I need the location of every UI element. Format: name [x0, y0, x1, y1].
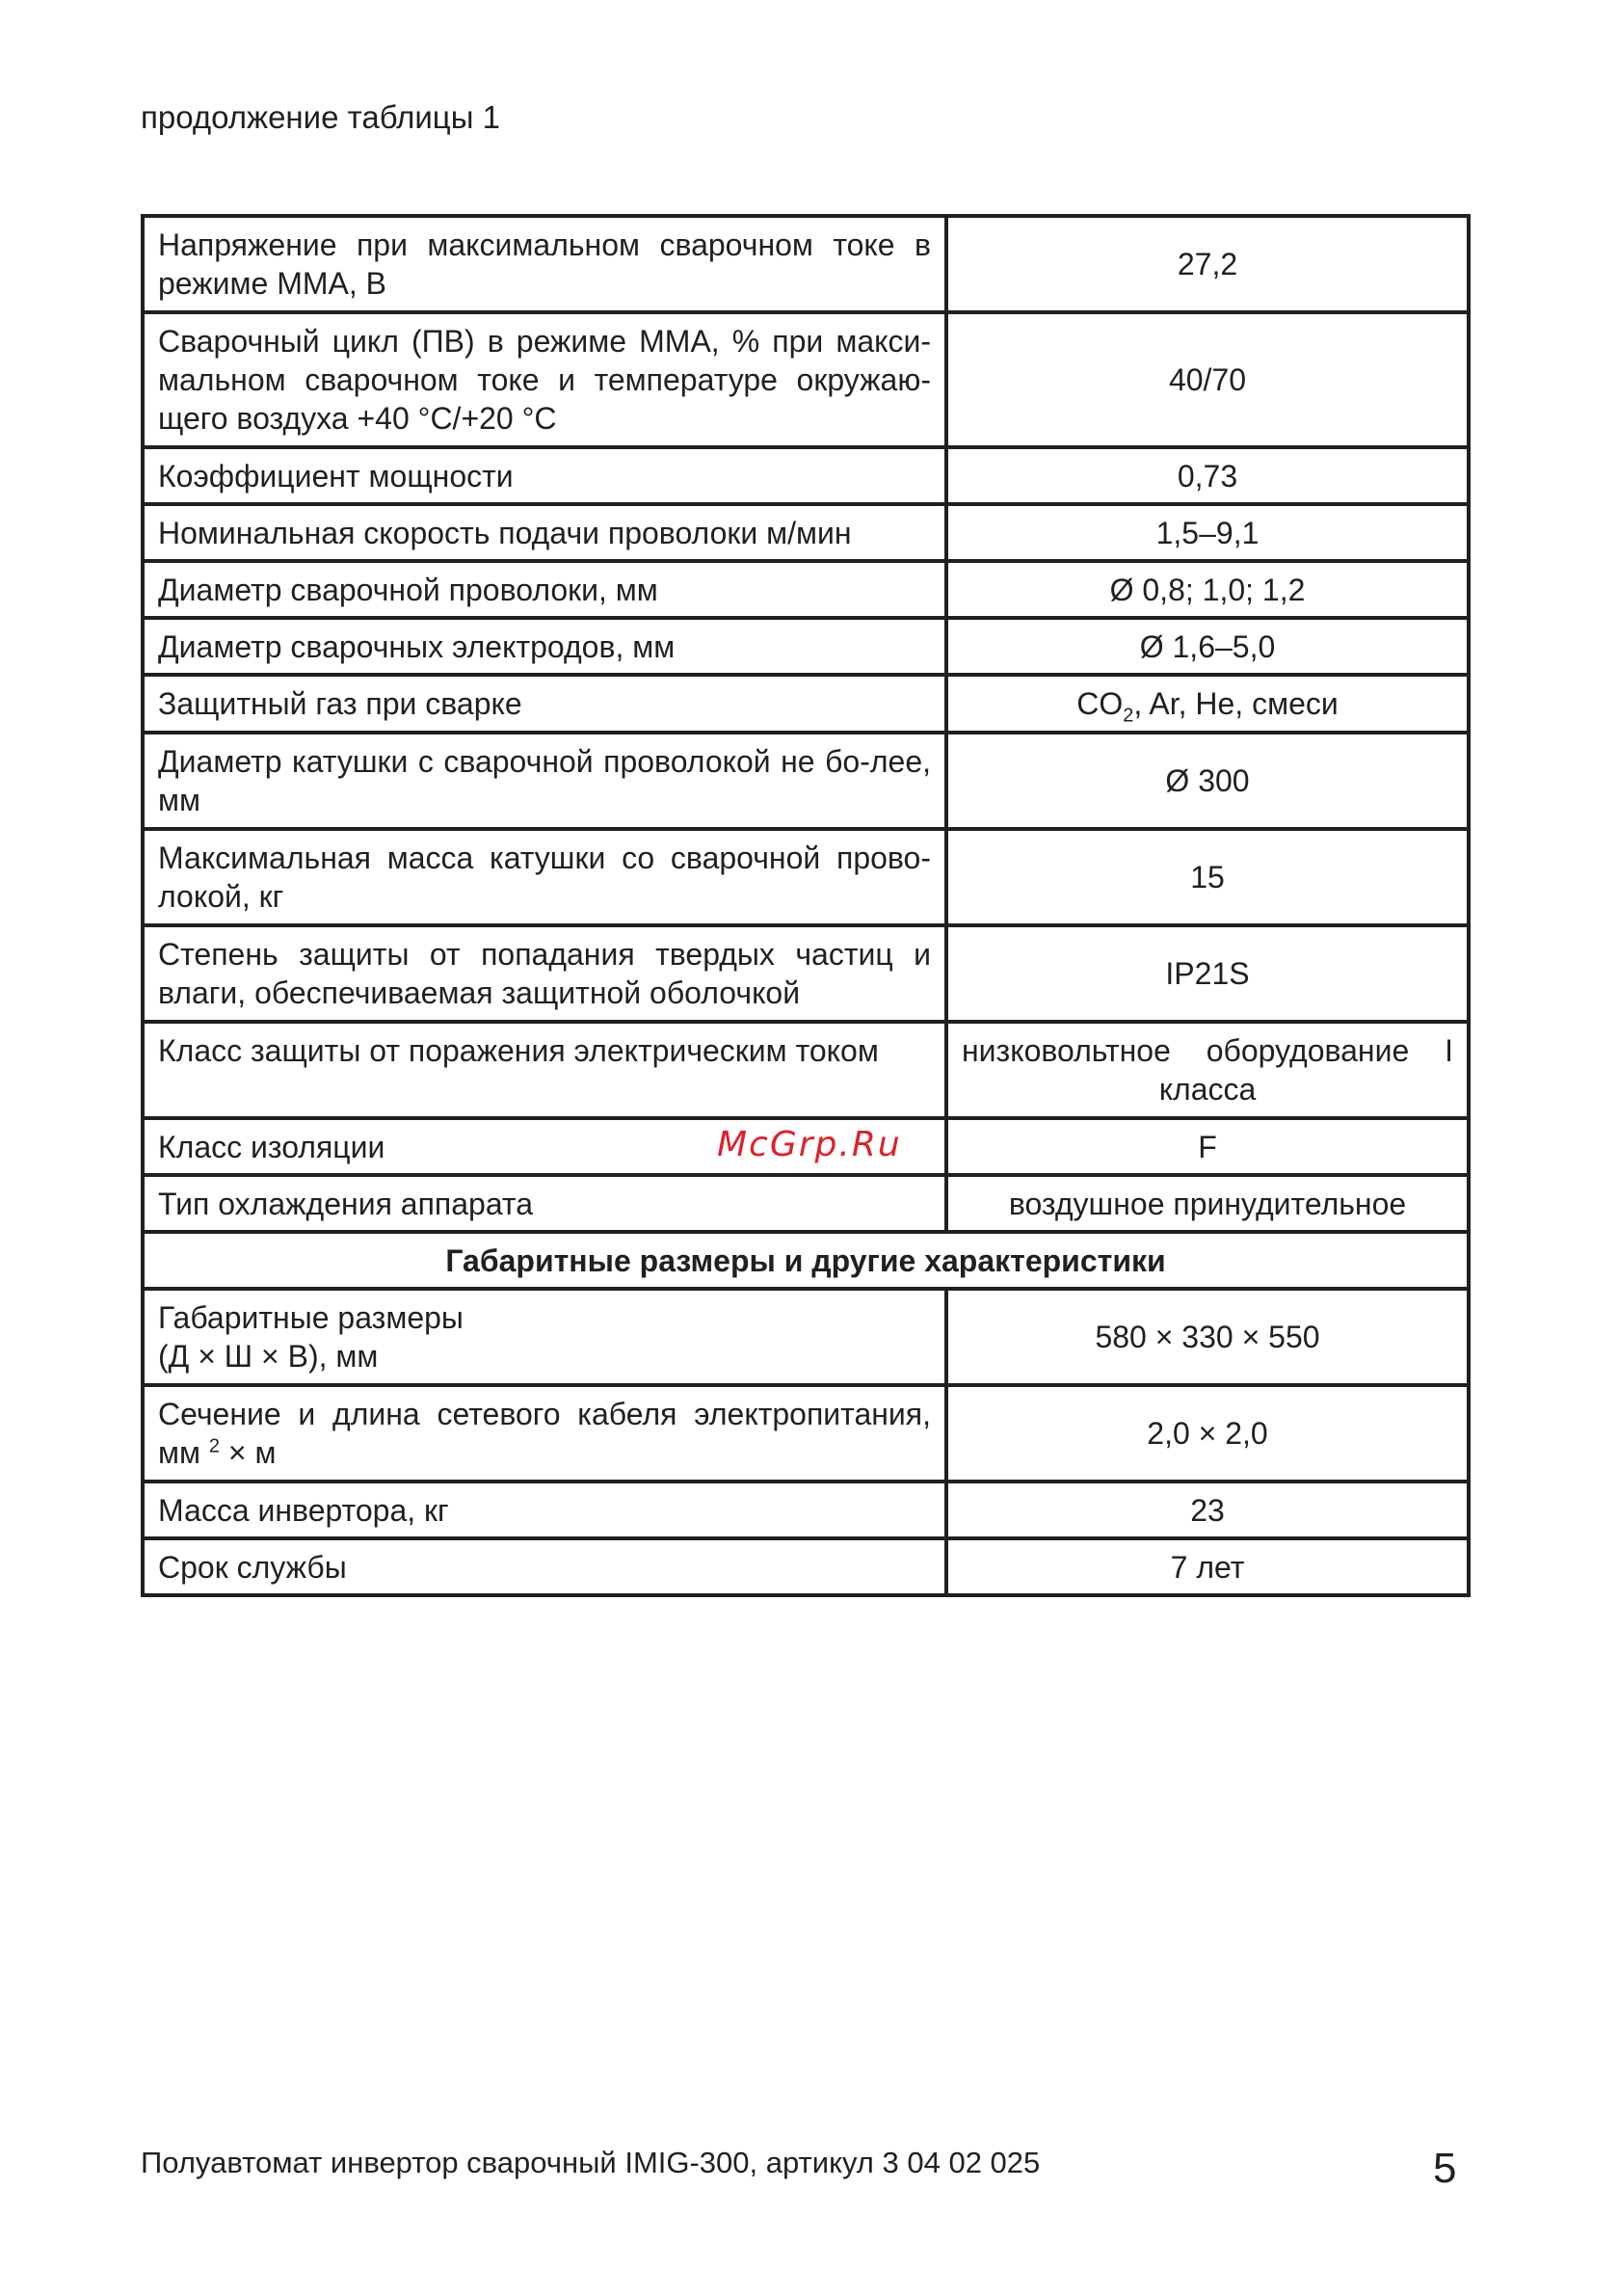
value-cell: 2,0 × 2,0 — [946, 1385, 1469, 1482]
param-cell: Максимальная масса катушки со сварочной прово-локой, кг — [143, 829, 946, 925]
value-cell: Ø 300 — [946, 733, 1469, 829]
value-cell — [946, 675, 1469, 733]
table-row — [143, 447, 1469, 504]
table-row — [143, 829, 1469, 925]
table-row — [143, 1538, 1469, 1595]
cable-param-unit: × м — [227, 1435, 277, 1470]
table-row — [143, 1175, 1469, 1232]
param-cell: Диаметр катушки с сварочной проволокой не бо-лее, мм — [143, 733, 946, 829]
gas-co-text: CO — [1076, 686, 1124, 721]
table-row — [143, 618, 1469, 675]
site-watermark: McGrp.Ru — [717, 1125, 902, 1164]
param-cell: Класс защиты от поражения электрическим током — [143, 1022, 946, 1118]
table-row — [143, 925, 1469, 1022]
param-cell: Коэффициент мощности — [143, 447, 946, 504]
value-cell: 7 лет — [946, 1538, 1469, 1595]
param-cell: Срок службы — [143, 1538, 946, 1595]
value-cell: 1,5–9,1 — [946, 504, 1469, 561]
value-cell: 15 — [946, 829, 1469, 925]
value-cell: 580 × 330 × 550 — [946, 1289, 1469, 1385]
param-cell: Диаметр сварочных электродов, мм — [143, 618, 946, 675]
table-row — [143, 1482, 1469, 1538]
table-row — [143, 312, 1469, 447]
param-cell: Защитный газ при сварке — [143, 675, 946, 733]
param-cell: Сварочный цикл (ПВ) в режиме ММА, % при макси-мальном сварочном токе и температуре окружаю-щего воздуха +40 °С/+20 °С — [143, 312, 946, 447]
param-cell: Диаметр сварочной проволоки, мм — [143, 561, 946, 618]
cable-param-text: Сечение и длина сетевого кабеля электропитания, мм — [158, 1397, 931, 1470]
table-row — [143, 561, 1469, 618]
value-cell: низковольтное оборудование I класса — [946, 1022, 1469, 1118]
value-cell: IP21S — [946, 925, 1469, 1022]
param-cell: Масса инвертора, кг — [143, 1482, 946, 1538]
cable-param-superscript: 2 — [208, 1435, 221, 1457]
value-cell: воздушное принудительное — [946, 1175, 1469, 1232]
section-header-row — [143, 1232, 1469, 1289]
document-footer: Полуавтомат инвертор сварочный IMIG-300, артикул 3 04 02 025 — [141, 2146, 1041, 2179]
param-cell: Габаритные размеры (Д × Ш × В), мм — [143, 1289, 946, 1385]
page-number: 5 — [1433, 2145, 1457, 2192]
table-row — [143, 733, 1469, 829]
table-row — [143, 1289, 1469, 1385]
param-cell — [143, 1385, 946, 1482]
value-cell: 40/70 — [946, 312, 1469, 447]
table-row — [143, 504, 1469, 561]
table-continuation-caption: продолжение таблицы 1 — [141, 99, 500, 135]
table-row — [143, 675, 1469, 733]
param-cell: Номинальная скорость подачи проволоки м/мин — [143, 504, 946, 561]
value-cell: Ø 0,8; 1,0; 1,2 — [946, 561, 1469, 618]
value-cell: Ø 1,6–5,0 — [946, 618, 1469, 675]
value-cell: F — [946, 1118, 1469, 1175]
table-row — [143, 1385, 1469, 1482]
value-cell: 0,73 — [946, 447, 1469, 504]
param-cell: Класс изоляции — [143, 1118, 946, 1175]
table-row — [143, 1022, 1469, 1118]
table-row — [143, 216, 1469, 312]
value-cell: 27,2 — [946, 216, 1469, 312]
gas-co-subscript: 2 — [1123, 705, 1134, 727]
value-cell: 23 — [946, 1482, 1469, 1538]
param-cell: Степень защиты от попадания твердых частиц и влаги, обеспечиваемая защитной оболочкой — [143, 925, 946, 1022]
param-cell: Напряжение при максимальном сварочном токе в режиме ММА, В — [143, 216, 946, 312]
specifications-table — [141, 214, 1471, 1597]
param-cell: Тип охлаждения аппарата — [143, 1175, 946, 1232]
gas-list-text: , Ar, He, смеси — [1133, 686, 1339, 721]
section-header: Габаритные размеры и другие характеристики — [143, 1232, 1469, 1289]
